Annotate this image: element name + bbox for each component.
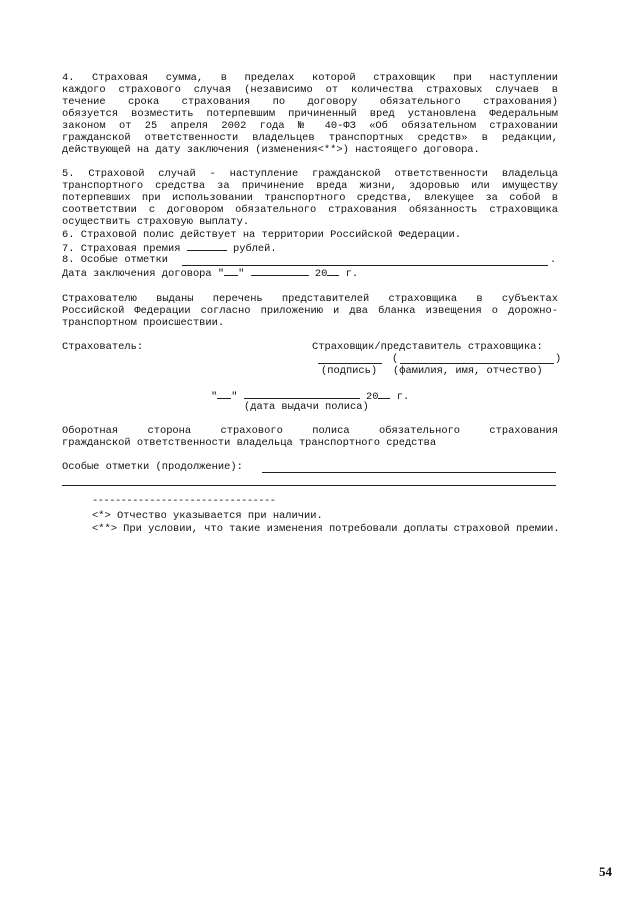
footnote-2: <**> При условии, что такие изменения потребовали доплаты страховой премии. bbox=[92, 523, 560, 535]
page-number: 54 bbox=[599, 864, 612, 879]
footnote-separator: -------------------------------- bbox=[92, 495, 276, 507]
notes-continued-line-1 bbox=[262, 472, 556, 473]
handover-line-3: транспортном происшествии. bbox=[62, 317, 225, 329]
insurer-name-paren-close: ) bbox=[555, 353, 562, 365]
insured-signature-label: Страхователь: bbox=[62, 341, 144, 353]
contract-year-blank bbox=[327, 266, 339, 276]
item7-premium bbox=[62, 241, 277, 255]
contract-year-prefix: 20 bbox=[314, 268, 328, 280]
issue-year-suffix: г. bbox=[396, 391, 410, 403]
section5-line-4: соответствии с договором обязательного страхования обязанность страховщика bbox=[62, 204, 558, 216]
issue-date-quote-open: " bbox=[211, 391, 218, 403]
contract-date-row bbox=[62, 266, 358, 280]
section4-line-1: 4. Страховая сумма, в пределах которой страховщик при наступлении bbox=[62, 72, 558, 84]
item7-currency: рублей. bbox=[232, 243, 277, 255]
item8-special-notes-label: 8. Особые отметки bbox=[62, 254, 169, 266]
section5-line-1: 5. Страховой случай - наступление гражданской ответственности владельца bbox=[62, 168, 558, 180]
notes-continued-label: Особые отметки (продолжение): bbox=[62, 461, 243, 473]
handover-line-1: Страхователю выданы перечень представителей страховщика в субъектах bbox=[62, 293, 558, 305]
name-caption: (фамилия, имя, отчество) bbox=[393, 365, 543, 377]
section4-line-2: каждого страхового случая (независимо от количества страховых случаев в bbox=[62, 84, 558, 96]
contract-date-label: Дата заключения договора bbox=[62, 268, 212, 280]
section5-line-5: осуществить страховую выплату. bbox=[62, 216, 250, 228]
insurer-name-line bbox=[400, 363, 554, 364]
issue-day-blank bbox=[217, 389, 231, 399]
footnote-1: <*> Отчество указывается при наличии. bbox=[92, 510, 323, 522]
issue-month-blank bbox=[244, 389, 360, 399]
section4-line-4: обязуется возместить потерпевшим причиненный вред установлена Федеральным bbox=[62, 108, 558, 120]
reverse-side-line-2: гражданской ответственности владельца транспортного средства bbox=[62, 437, 437, 449]
section5-line-3: потерпевших при использовании транспортного средства, влекущее за собой в bbox=[62, 192, 558, 204]
section4-line-7: действующей на дату заключения (изменения<**>) настоящего договора. bbox=[62, 144, 480, 156]
reverse-side-line-1: Оборотная сторона страхового полиса обязательного страхования bbox=[62, 425, 558, 437]
contract-year-suffix: г. bbox=[345, 268, 359, 280]
premium-blank-field bbox=[187, 241, 227, 251]
issue-date-caption: (дата выдачи полиса) bbox=[244, 401, 369, 413]
issue-year-prefix: 20 bbox=[366, 391, 379, 403]
insurer-signature-line bbox=[318, 363, 382, 364]
section4-line-6: гражданской ответственности владельцев транспортных средств» в редакции, bbox=[62, 132, 558, 144]
insurer-signature-label: Страховщик/представитель страховщика: bbox=[312, 341, 543, 353]
issue-year-blank bbox=[378, 389, 390, 399]
issue-date-quote-close: " bbox=[231, 391, 238, 403]
notes-continued-line-2 bbox=[62, 485, 556, 486]
item8-end-mark: . bbox=[550, 254, 557, 266]
contract-month-blank bbox=[251, 266, 309, 276]
item6-territory: 6. Страховой полис действует на территории Российской Федерации. bbox=[62, 229, 462, 241]
section5-line-2: транспортного средства за причинение вреда жизни, здоровью или имуществу bbox=[62, 180, 558, 192]
insurer-name-paren-open: ( bbox=[392, 353, 399, 365]
contract-day-blank bbox=[224, 266, 238, 276]
signature-caption: (подпись) bbox=[321, 365, 378, 377]
contract-date-quote-open: " bbox=[217, 268, 225, 280]
contract-date-quote-close: " bbox=[238, 268, 245, 280]
section4-line-3: течение срока страхования по договору обязательного страхования) bbox=[62, 96, 558, 108]
item7-label: 7. Страховая премия bbox=[62, 243, 181, 255]
handover-line-2: Российской Федерации согласно приложению и два бланка извещения о дорожно- bbox=[62, 305, 558, 317]
section4-line-5: законом от 25 апреля 2002 года № 40-ФЗ «Об обязательном страховании bbox=[62, 120, 558, 132]
